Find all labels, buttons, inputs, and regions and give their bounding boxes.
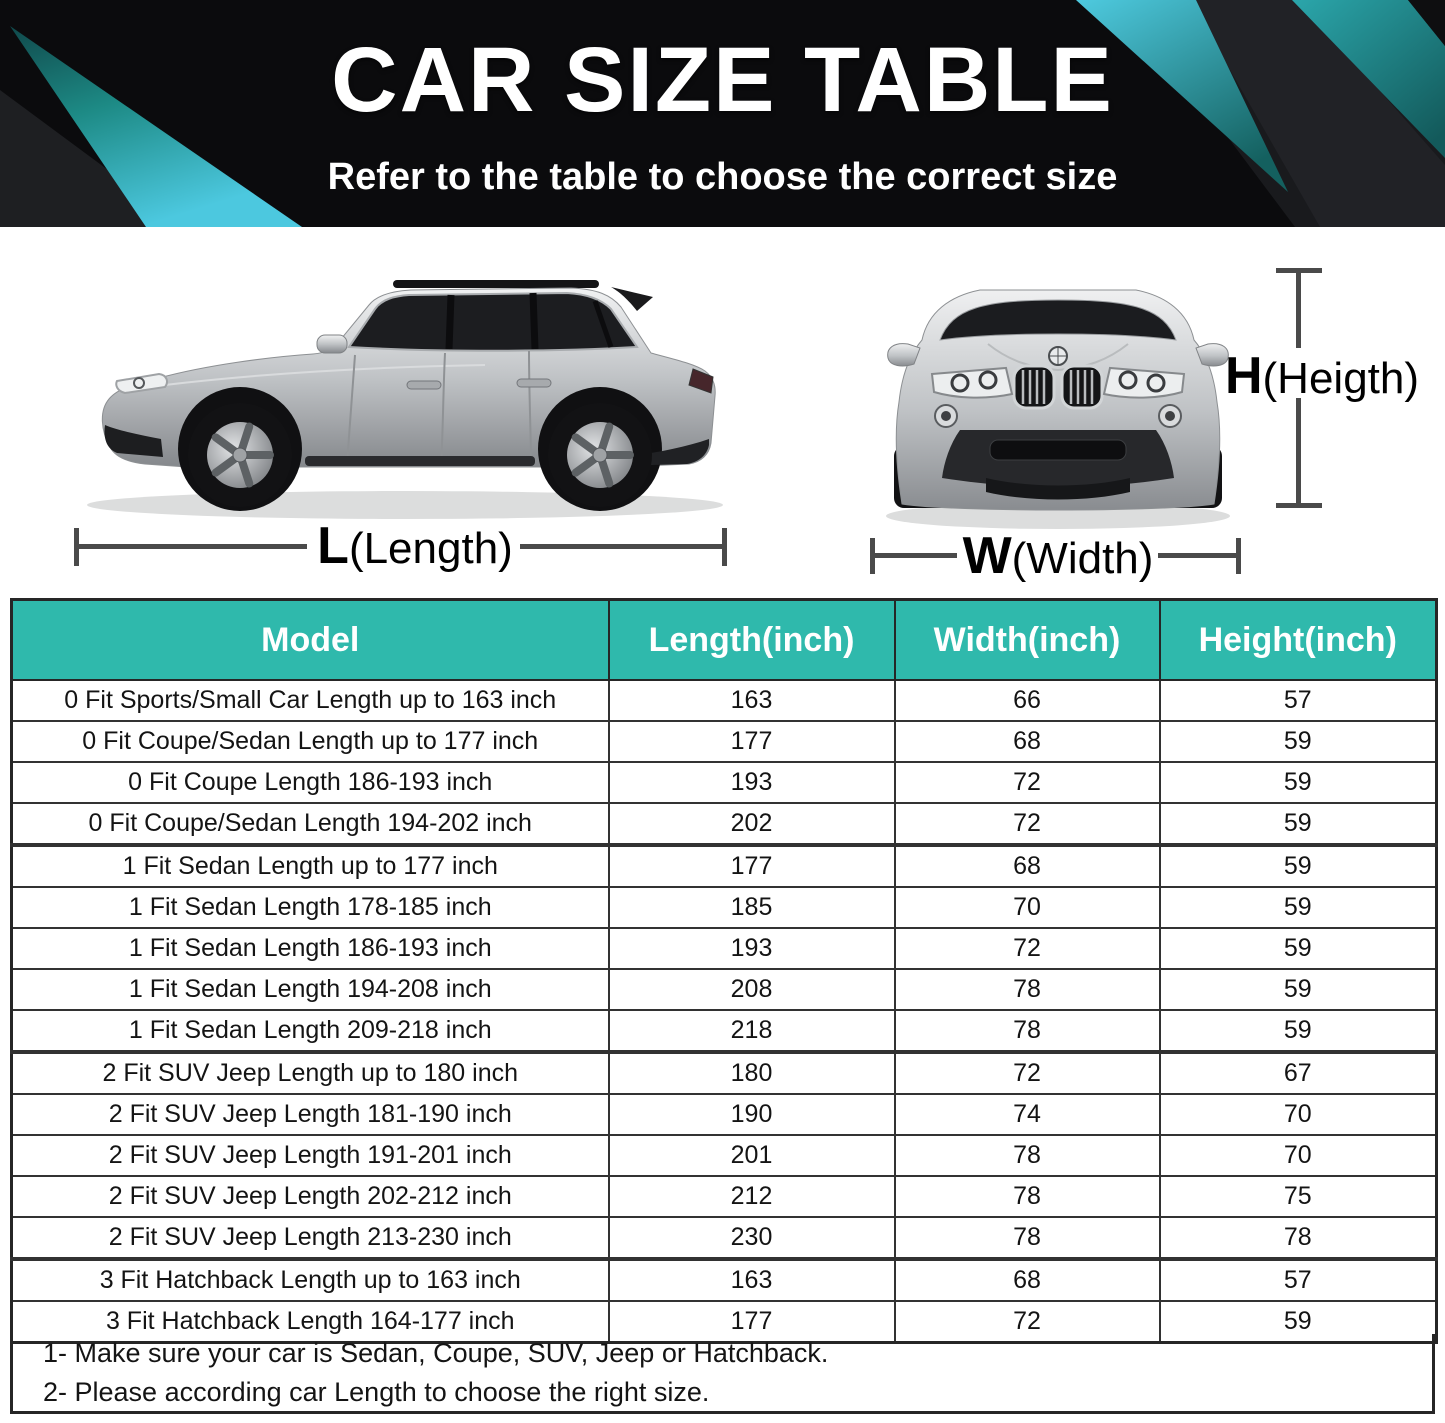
cell-height: 59: [1160, 721, 1437, 762]
page-subtitle: Refer to the table to choose the correct size: [327, 156, 1118, 198]
width-letter: W: [962, 527, 1012, 585]
cell-height: 59: [1160, 1010, 1437, 1052]
cell-height: 59: [1160, 762, 1437, 803]
cell-model: 1 Fit Sedan Length up to 177 inch: [12, 845, 609, 887]
cell-height: 67: [1160, 1052, 1437, 1094]
car-side-view-image: [55, 235, 755, 535]
cell-width: 68: [895, 721, 1160, 762]
cell-length: 190: [609, 1094, 895, 1135]
cell-height: 70: [1160, 1094, 1437, 1135]
cell-width: 66: [895, 680, 1160, 721]
cell-model: 1 Fit Sedan Length 186-193 inch: [12, 928, 609, 969]
car-size-table: [10, 598, 1438, 1344]
page-title: CAR SIZE TABLE: [331, 29, 1114, 131]
cell-length: 230: [609, 1217, 895, 1259]
width-word: (Width): [1011, 534, 1154, 583]
cell-model: 2 Fit SUV Jeep Length 202-212 inch: [12, 1176, 609, 1217]
table-row: [12, 1010, 1437, 1052]
table-row: [12, 1052, 1437, 1094]
width-dimension-label: [958, 526, 1158, 586]
length-word: (Length): [348, 524, 513, 573]
column-header-width: Width(inch): [895, 600, 1160, 681]
table-row: [12, 1135, 1437, 1176]
table-header-row: [12, 600, 1437, 681]
cell-height: 59: [1160, 969, 1437, 1010]
table-row: [12, 721, 1437, 762]
cell-width: 70: [895, 887, 1160, 928]
cell-length: 177: [609, 1301, 895, 1343]
length-dimension-label: [310, 516, 520, 576]
cell-length: 177: [609, 721, 895, 762]
cell-model: 0 Fit Sports/Small Car Length up to 163 inch: [12, 680, 609, 721]
cell-length: 177: [609, 845, 895, 887]
cell-model: 3 Fit Hatchback Length up to 163 inch: [12, 1259, 609, 1301]
cell-width: 72: [895, 762, 1160, 803]
cell-length: 163: [609, 1259, 895, 1301]
width-dim-tick-right: [1236, 538, 1241, 574]
cell-length: 208: [609, 969, 895, 1010]
cell-length: 180: [609, 1052, 895, 1094]
table-row: [12, 887, 1437, 928]
table-row: [12, 1176, 1437, 1217]
table-row: [12, 1094, 1437, 1135]
cell-height: 59: [1160, 887, 1437, 928]
cell-model: 0 Fit Coupe/Sedan Length up to 177 inch: [12, 721, 609, 762]
cell-model: 3 Fit Hatchback Length 164-177 inch: [12, 1301, 609, 1343]
cell-height: 59: [1160, 845, 1437, 887]
table-row: [12, 969, 1437, 1010]
cell-width: 68: [895, 845, 1160, 887]
cell-height: 70: [1160, 1135, 1437, 1176]
cell-model: 1 Fit Sedan Length 209-218 inch: [12, 1010, 609, 1052]
table-row: [12, 1259, 1437, 1301]
cell-height: 75: [1160, 1176, 1437, 1217]
cell-model: 0 Fit Coupe/Sedan Length 194-202 inch: [12, 803, 609, 845]
cell-width: 78: [895, 1217, 1160, 1259]
cell-model: 2 Fit SUV Jeep Length 181-190 inch: [12, 1094, 609, 1135]
table-row: [12, 845, 1437, 887]
cell-width: 72: [895, 928, 1160, 969]
height-letter: H: [1224, 347, 1263, 405]
length-letter: L: [317, 517, 349, 575]
height-word: (Heigth): [1262, 354, 1420, 403]
cell-width: 78: [895, 1135, 1160, 1176]
cell-width: 74: [895, 1094, 1160, 1135]
cell-width: 68: [895, 1259, 1160, 1301]
column-header-length: Length(inch): [609, 600, 895, 681]
cell-length: 218: [609, 1010, 895, 1052]
height-dim-line-bottom: [1296, 398, 1301, 504]
cell-height: 59: [1160, 928, 1437, 969]
banner: [0, 0, 1445, 227]
cell-model: 2 Fit SUV Jeep Length up to 180 inch: [12, 1052, 609, 1094]
cell-length: 185: [609, 887, 895, 928]
cell-model: 2 Fit SUV Jeep Length 191-201 inch: [12, 1135, 609, 1176]
notes-box: [10, 1334, 1435, 1414]
table-body: [12, 680, 1437, 1343]
cell-height: 57: [1160, 1259, 1437, 1301]
cell-height: 59: [1160, 1301, 1437, 1343]
cell-length: 163: [609, 680, 895, 721]
cell-width: 72: [895, 1301, 1160, 1343]
cell-width: 78: [895, 969, 1160, 1010]
cell-model: 2 Fit SUV Jeep Length 213-230 inch: [12, 1217, 609, 1259]
column-header-height: Height(inch): [1160, 600, 1437, 681]
column-header-model: Model: [12, 600, 609, 681]
width-dim-line-right: [1158, 553, 1236, 558]
cell-length: 193: [609, 762, 895, 803]
cell-height: 78: [1160, 1217, 1437, 1259]
note-1: 1- Make sure your car is Sedan, Coupe, SUV, Jeep or Hatchback.: [43, 1337, 829, 1368]
table-row: [12, 762, 1437, 803]
length-dim-tick-right: [722, 528, 727, 566]
table-row: [12, 928, 1437, 969]
height-dim-line-top: [1296, 272, 1301, 348]
cell-model: 0 Fit Coupe Length 186-193 inch: [12, 762, 609, 803]
cell-length: 201: [609, 1135, 895, 1176]
cell-width: 78: [895, 1176, 1160, 1217]
table-row: [12, 803, 1437, 845]
note-2: 2- Please according car Length to choose the right size.: [43, 1376, 710, 1407]
cell-height: 59: [1160, 803, 1437, 845]
cell-length: 202: [609, 803, 895, 845]
cell-height: 57: [1160, 680, 1437, 721]
cell-model: 1 Fit Sedan Length 194-208 inch: [12, 969, 609, 1010]
table-row: [12, 680, 1437, 721]
table-row: [12, 1217, 1437, 1259]
length-dim-line-left: [79, 544, 307, 549]
length-dim-line-right: [520, 544, 722, 549]
width-dim-line-left: [875, 553, 957, 558]
height-dimension-label: [1222, 346, 1422, 406]
cell-width: 72: [895, 1052, 1160, 1094]
car-front-view-image: [868, 240, 1248, 540]
cell-length: 212: [609, 1176, 895, 1217]
cell-model: 1 Fit Sedan Length 178-185 inch: [12, 887, 609, 928]
cell-width: 78: [895, 1010, 1160, 1052]
cell-length: 193: [609, 928, 895, 969]
cell-width: 72: [895, 803, 1160, 845]
